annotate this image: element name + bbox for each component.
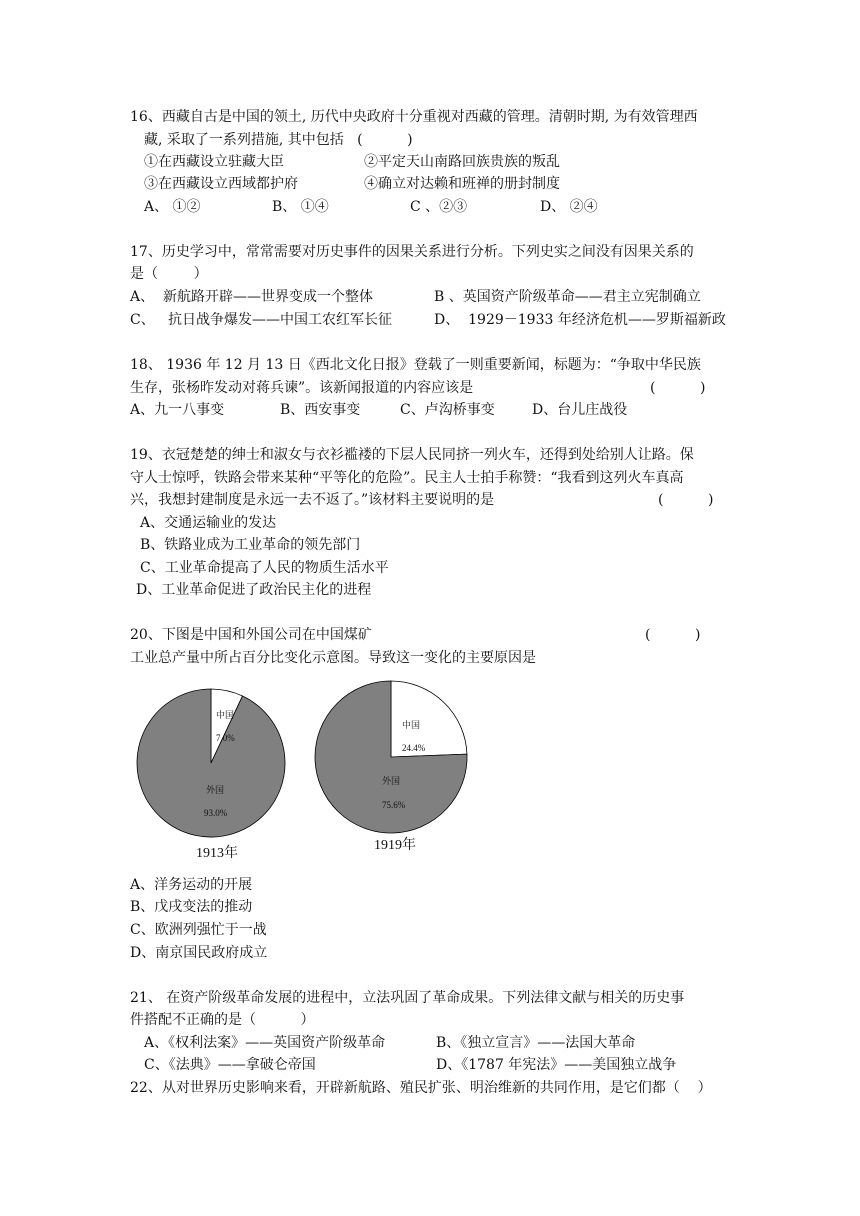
q18-option-b: B、西安事变 [280, 402, 361, 418]
pie-chart-1913 [136, 688, 286, 838]
pie-1919-label-china: 中国 [402, 720, 421, 730]
q16-choice-b: B、 ①④ [272, 199, 329, 215]
q20-option-c: C、欧洲列强忙于一战 [130, 922, 267, 938]
q19-answer-paren: ( ) [658, 492, 714, 508]
q18-answer-paren: ( ) [650, 380, 706, 396]
q16-statement-2: ②平定天山南路回族贵族的叛乱 [364, 154, 560, 170]
q16-choice-c: C 、②③ [410, 199, 468, 215]
q20-answer-paren: ( ) [645, 627, 701, 643]
q19-stem-line2: 守人士惊呼，铁路会带来某种“平等化的危险”。民主人士拍手称赞：“我看到这列火车真高 [130, 470, 684, 486]
q16-stem-line2: 藏, 采取了一系列措施, 其中包括 ( ) [144, 132, 413, 148]
q16-choice-a: A、 ①② [144, 199, 201, 215]
q21-option-c: C、《法典》——拿破仑帝国 [144, 1057, 316, 1073]
q17-stem-line1: 17、历史学习中，常常需要对历史事件的因果关系进行分析。下列史实之间没有因果关系的 [130, 244, 694, 260]
q17-option-d: D、 1929－1933 年经济危机——罗斯福新政 [434, 312, 726, 328]
q16-statement-4: ④确立对达赖和班禅的册封制度 [364, 176, 560, 192]
pie-1919-caption: 1919年 [374, 838, 416, 853]
q19-option-b: B、铁路业成为工业革命的领先部门 [140, 537, 361, 553]
q17-stem-line2: 是（ ） [130, 266, 208, 282]
pie-1913-value-foreign: 93.0% [204, 808, 228, 818]
pie-1919-value-foreign: 75.6% [382, 800, 406, 810]
q21-stem-line2: 件搭配不正确的是（ ） [130, 1012, 315, 1028]
q18-option-d: D、台儿庄战役 [532, 402, 628, 418]
pie-1919-value-china: 24.4% [402, 743, 426, 753]
pie-1913-label-foreign: 外国 [206, 785, 225, 795]
q21-option-a: A、《权利法案》——英国资产阶级革命 [144, 1035, 386, 1051]
q21-option-b: B、《独立宣言》——法国大革命 [436, 1035, 636, 1051]
pie-1913-value-china: 7.0% [216, 733, 235, 743]
q18-option-c: C、卢沟桥事变 [400, 402, 495, 418]
q20-stem-line1: 20、下图是中国和外国公司在中国煤矿 [130, 627, 372, 643]
q16-statement-3: ③在西藏设立西域都护府 [144, 176, 298, 192]
q20-option-b: B、戊戌变法的推动 [130, 899, 253, 915]
q22-stem-line1: 22、从对世界历史影响来看，开辟新航路、殖民扩张、明治维新的共同作用，是它们都（ ） [130, 1080, 712, 1096]
pie-1913-label-china: 中国 [216, 710, 235, 720]
q19-option-d: D、工业革命促进了政治民主化的进程 [136, 582, 372, 598]
q21-option-d: D、《1787 年宪法》——美国独立战争 [436, 1057, 677, 1073]
q19-option-c: C、工业革命提高了人民的物质生活水平 [140, 560, 389, 576]
pie-1913-caption: 1913年 [196, 846, 238, 861]
q19-stem-line3: 兴，我想封建制度是永远一去不返了。”该材料主要说明的是 [130, 492, 495, 508]
pie-chart-1919 [314, 680, 468, 834]
q20-option-a: A、洋务运动的开展 [130, 877, 253, 893]
q20-option-d: D、南京国民政府成立 [130, 945, 268, 961]
q19-stem-line1: 19、衣冠楚楚的绅士和淑女与衣衫褴褛的下层人民同挤一列火车，还得到处给别人让路。保 [130, 447, 694, 463]
q18-stem-line2: 生存，张杨昨发动对蒋兵谏”。该新闻报道的内容应该是 [130, 380, 474, 396]
q18-stem-line1: 18、 1936 年 12 月 13 日《西北文化日报》登载了一则重要新闻，标题为：“争取中华民族 [130, 357, 701, 373]
pie-1919-label-foreign: 外国 [382, 776, 401, 786]
q17-option-c: C、 抗日战争爆发——中国工农红军长征 [130, 312, 393, 328]
q16-choice-d: D、 ②④ [540, 199, 598, 215]
q19-option-a: A、交通运输业的发达 [140, 515, 277, 531]
q16-stem-line1: 16、西藏自古是中国的领土, 历代中央政府十分重视对西藏的管理。清朝时期, 为有效管理西 [130, 109, 698, 125]
q17-option-a: A、 新航路开辟——世界变成一个整体 [130, 289, 374, 305]
q18-option-a: A、九一八事变 [130, 402, 225, 418]
q21-stem-line1: 21、 在资产阶级革命发展的进程中，立法巩固了革命成果。下列法律文献与相关的历史事 [130, 990, 685, 1006]
q16-statement-1: ①在西藏设立驻藏大臣 [144, 154, 284, 170]
q17-option-b: B 、英国资产阶级革命——君主立宪制确立 [434, 289, 701, 305]
q20-stem-line2: 工业总产量中所占百分比变化示意图。导致这一变化的主要原因是 [130, 650, 536, 666]
